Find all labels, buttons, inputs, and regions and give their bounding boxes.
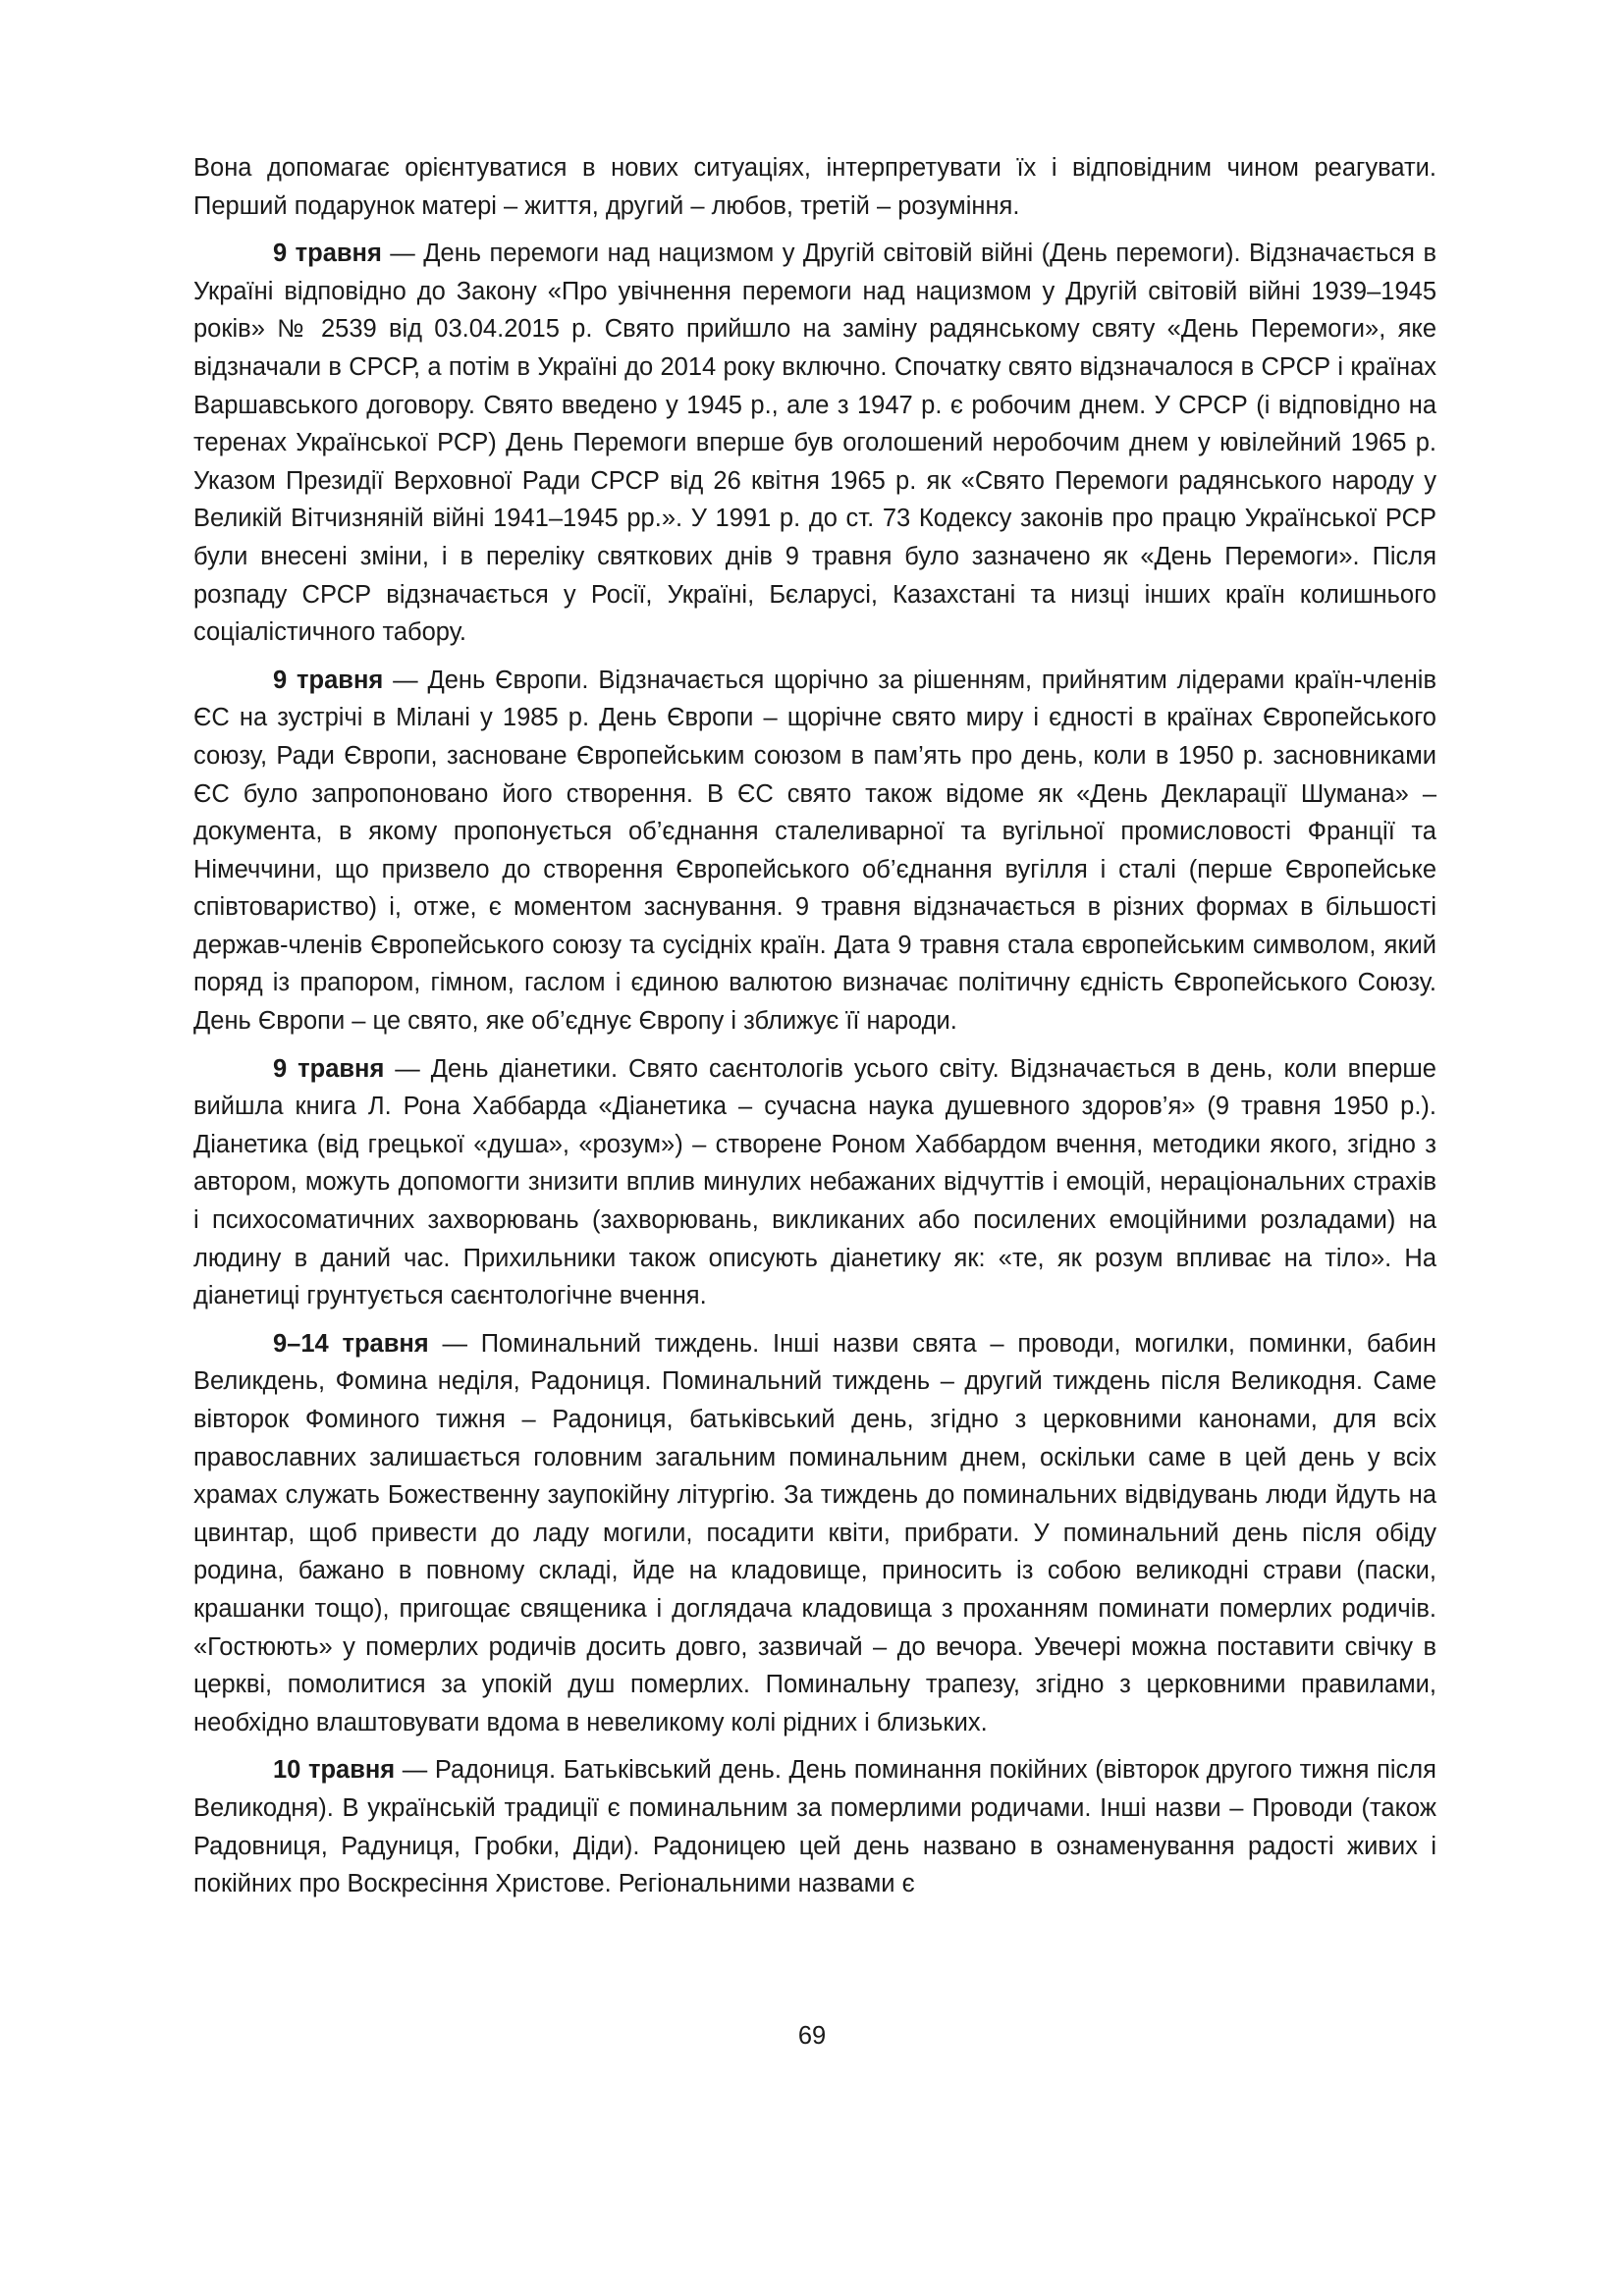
entry-date: 9 травня [273, 666, 384, 694]
entry-text: — День Європи. Відзначається щорічно за рішенням, прийнятим лідерами країн-членів ЄС на зустрічі в Мілані у 1985 р. День Європи – щорічне свято миру і єдності в країнах Європейського союзу, Ради Європи, засноване Європейським союзом в пам’ять про день, коли в 1950 р. засновниками ЄС було запропоновано його створення. В ЄС свято також відоме як «День Декларації Шумана» – документа, в якому пропонується об’єднання сталеливарної та вугільної промисловості Франції та Німеччини, що призвело до створення Європейського об’єднання вугілля і сталі (перше Європейське співтовариство) і, отже, є моментом заснування. 9 травня відзначається в різних формах в більшості держав-членів Європейського союзу та сусідніх країн. Дата 9 травня стала європейським символом, який поряд із прапором, гімном, гаслом і єдиною валютою визначає політичну єдність Європейського Союзу. День Європи – це свято, яке об’єднує Європу і зближує її народи. [193, 666, 1436, 1036]
entry-dianetics-day [193, 1050, 1436, 1315]
paragraph-intro [193, 149, 1436, 225]
entry-date: 9–14 травня [273, 1329, 429, 1358]
entry-text: — День перемоги над нацизмом у Другій світовій війні (День перемоги). Відзначається в Україні відповідно до Закону «Про увічнення перемоги над нацизмом у Другій світовій війні 1939–1945 років» № 2539 від 03.04.2015 р. Свято прийшло на заміну радянському святу «День Перемоги», яке відзначали в СРСР, а потім в Україні до 2014 року включно. Спочатку свято відзначалося в СРСР і країнах Варшавського договору. Свято введено у 1945 р., але з 1947 р. є робочим днем. У СРСР (і відповідно на теренах Української РСР) День Перемоги вперше був оголошений неробочим днем у ювілейний 1965 р. Указом Президії Верховної Ради СРСР від 26 квітня 1965 р. як «Свято Перемоги радянського народу у Великій Вітчизняній війні 1941–1945 рр.». У 1991 р. до ст. 73 Кодексу законів про працю Української РСР були внесені зміни, і в переліку святкових днів 9 травня було зазначено як «День Перемоги». Після розпаду СРСР відзначається у Росії, Україні, Бєларусі, Казахстані та низці інших країн колишнього соціалістичного табору. [193, 240, 1436, 647]
page-number: 69 [797, 2022, 827, 2050]
entry-date: 10 травня [273, 1756, 396, 1785]
entry-date: 9 травня [273, 240, 382, 268]
entry-europe-day [193, 662, 1436, 1041]
entry-text: — Поминальний тиждень. Інші назви свята – проводи, могилки, поминки, бабин Великдень, Фомина неділя, Радониця. Поминальний тиждень – другий тиждень після Великодня. Саме вівторок Фоминого тижня – Радониця, батьківський день, згідно з церковними канонами, для всіх православних залишається головним загальним поминальним днем, оскільки саме в цей день у всіх храмах служать Божественну заупокійну літургію. За тиждень до поминальних відвідувань люди йдуть на цвинтар, щоб привести до ладу могили, посадити квіти, прибрати. У поминальний день після обіду родина, бажано в повному складі, йде на кладовище, приносить із собою великодні страви (паски, крашанки тощо), пригощає священика і доглядача кладовища з проханням поминати померлих родичів. «Гостюють» у померлих родичів досить довго, зазвичай – до вечора. Увечері можна поставити свічку в церкві, помолитися за упокій душ померлих. Поминальну трапезу, згідно з церковними правилами, необхідно влаштовувати вдома в невеликому колі рідних і близьких. [193, 1329, 1436, 1736]
entry-victory-day [193, 235, 1436, 652]
entry-text: — Радониця. Батьківський день. День поминання покійних (вівторок другого тижня після Великодня). В українській традиції є поминальним за померлими родичами. Інші назви – Проводи (також Радовниця, Радуниця, Гробки, Діди). Радоницею цей день названо в ознаменування радості живих і покійних про Воскресіння Христове. Регіональними назвами є [193, 1756, 1436, 1898]
entry-memorial-week [193, 1325, 1436, 1742]
entry-text: — День діанетики. Свято саєнтологів усього світу. Відзначається в день, коли вперше вийшла книга Л. Рона Хаббарда «Діанетика – сучасна наука душевного здоров’я» (9 травня 1950 р.). Діанетика (від грецької «душа», «розум») – створене Роном Хаббардом вчення, методики якого, згідно з автором, можуть допомогти знизити вплив минулих небажаних відчуттів і емоцій, нераціональних страхів і психосоматичних захворювань (захворювань, викликаних або посилених емоційними розладами) на людину в даний час. Прихильники також описують діанетику як: «те, як розум впливає на тіло». На діанетиці грунтується саєнтологічне вчення. [193, 1054, 1436, 1310]
entry-radonytsia [193, 1751, 1436, 1902]
paragraph-text: Вона допомагає орієнтуватися в нових ситуаціях, інтерпретувати їх і відповідним чином реагувати. Перший подарунок матері – життя, другий – любов, третій – розуміння. [193, 154, 1436, 220]
page-body [193, 149, 1436, 1913]
entry-date: 9 травня [273, 1054, 385, 1083]
